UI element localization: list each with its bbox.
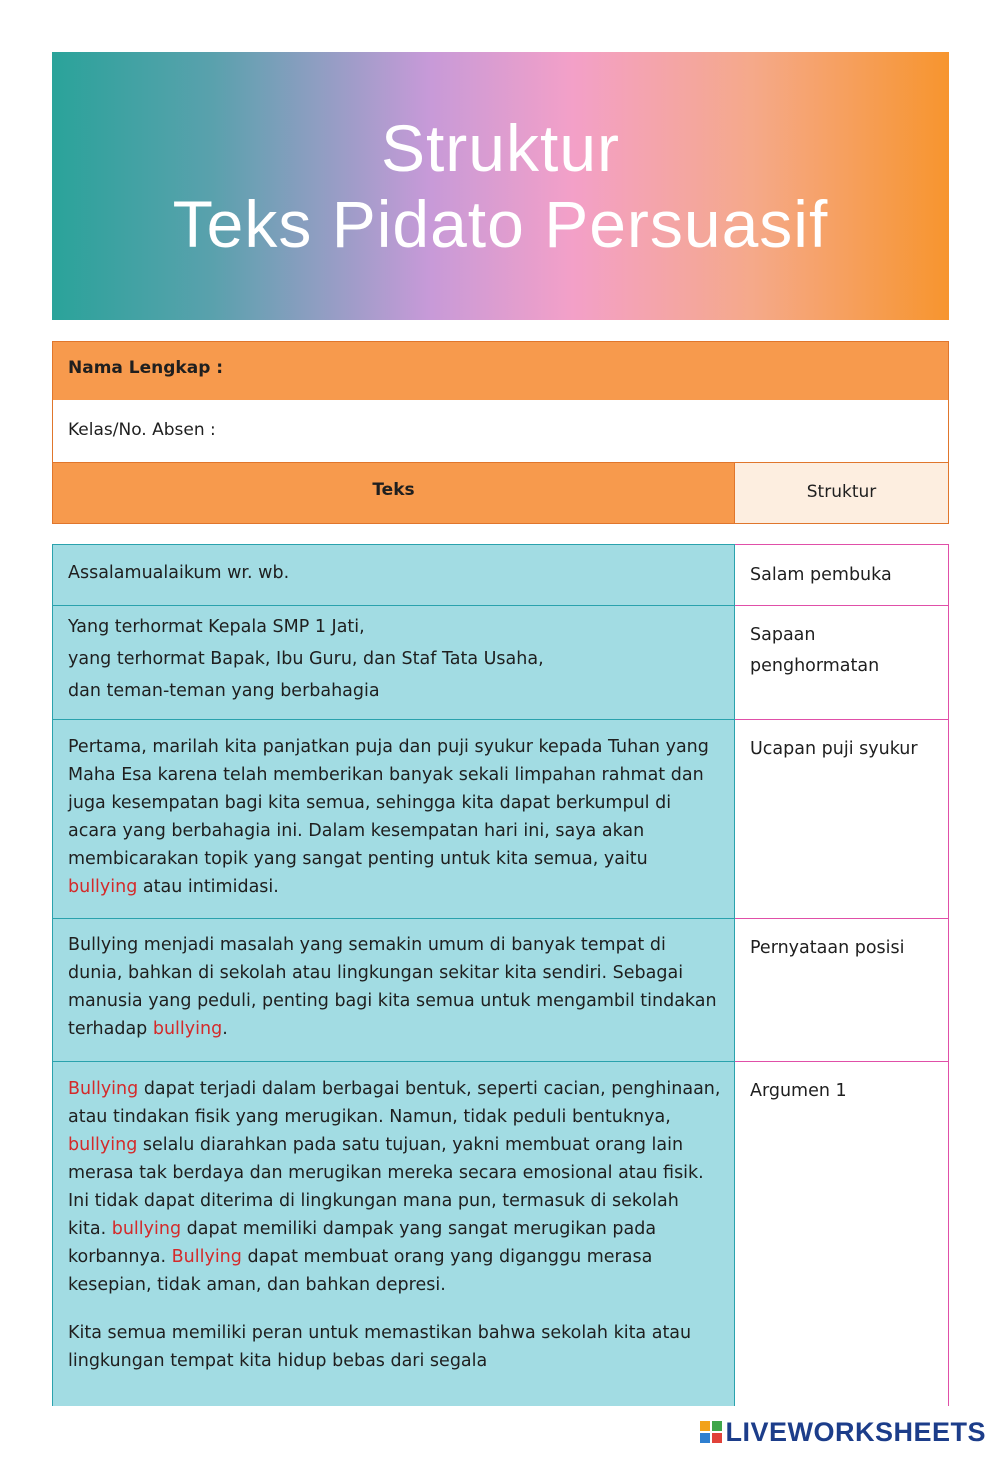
kelas-field-row[interactable] (52, 400, 949, 463)
liveworksheets-mark-icon (700, 1421, 722, 1443)
page-title-line-1: Struktur (380, 111, 621, 185)
table-row (52, 544, 949, 606)
table-row (52, 1062, 949, 1406)
page-title-line-2: Teks Pidato Persuasif (172, 187, 829, 261)
table-row (52, 720, 949, 919)
column-header-struktur: Struktur (735, 462, 949, 524)
text-cell: Bullying menjadi masalah yang semakin umum di banyak tempat di dunia, bahkan di sekolah atau lingkungan sekitar kita sendiri. Sebagai manusia yang peduli, penting bagi kita semua untuk mengambil tindakan terhadap bullying. (52, 919, 735, 1062)
name-label: Nama Lengkap : (68, 358, 224, 378)
table-header (52, 462, 949, 524)
brand-name: LIVEWORKSHEETS (725, 1416, 986, 1447)
column-header-teks: Teks (52, 462, 735, 524)
structure-table (52, 544, 949, 1406)
highlight-bullying: bullying (68, 877, 138, 897)
text-cell: Assalamualaikum wr. wb. (52, 544, 735, 606)
title-banner (52, 52, 949, 320)
liveworksheets-logo (700, 1417, 986, 1447)
kelas-label: Kelas/No. Absen : (68, 420, 216, 440)
structure-label: Sapaan penghormatan (750, 625, 880, 676)
structure-cell[interactable] (735, 919, 949, 1062)
structure-cell[interactable] (735, 544, 949, 606)
highlight-bullying: bullying (152, 1019, 223, 1039)
highlight-bullying: Bullying (171, 1247, 242, 1267)
structure-cell[interactable] (735, 606, 949, 720)
structure-label: Pernyataan posisi (750, 938, 905, 958)
structure-label: Argumen 1 (750, 1081, 847, 1101)
table-row (52, 606, 949, 720)
text-cell: Pertama, marilah kita panjatkan puja dan puji syukur kepada Tuhan yang Maha Esa karena telah memberikan banyak sekali limpahan rahmat dan juga kesempatan bagi kita semua, sehingga kita dapat berkumpul di acara yang berbahagia ini. Dalam kesempatan hari ini, saya akan membicarakan topik yang sangat penting untuk kita semua, yaitu bullying atau intimidasi. (52, 720, 735, 919)
text-cell: Yang terhormat Kepala SMP 1 Jati, yang terhormat Bapak, Ibu Guru, dan Staf Tata Usaha, dan teman-teman yang berbahagia (52, 606, 735, 720)
table-row (52, 919, 949, 1062)
highlight-bullying: Bullying (68, 1079, 139, 1099)
structure-label: Salam pembuka (750, 565, 892, 585)
name-field-row[interactable] (52, 341, 949, 401)
highlight-bullying: bullying (68, 1135, 138, 1155)
structure-label: Ucapan puji syukur (750, 739, 918, 759)
structure-cell[interactable] (735, 1062, 949, 1406)
highlight-bullying: bullying (111, 1219, 182, 1239)
structure-cell[interactable] (735, 720, 949, 919)
text-cell: Bullying dapat terjadi dalam berbagai bentuk, seperti cacian, penghinaan, atau tindakan fisik yang merugikan. Namun, tidak peduli bentuknya, bullying selalu diarahkan pada satu tujuan, yakni membuat orang lain merasa tak berdaya dan merugikan mereka secara emosional atau fisik. Ini tidak dapat diterima di lingkungan mana pun, termasuk di sekolah kita. bullying dapat memiliki dampak yang sangat merugikan pada korbannya. Bullying dapat membuat orang yang diganggu merasa kesepian, tidak aman, dan bahkan depresi. Kita semua memiliki peran untuk memastikan bahwa sekolah kita atau lingkungan tempat kita hidup bebas dari segala (52, 1062, 735, 1406)
